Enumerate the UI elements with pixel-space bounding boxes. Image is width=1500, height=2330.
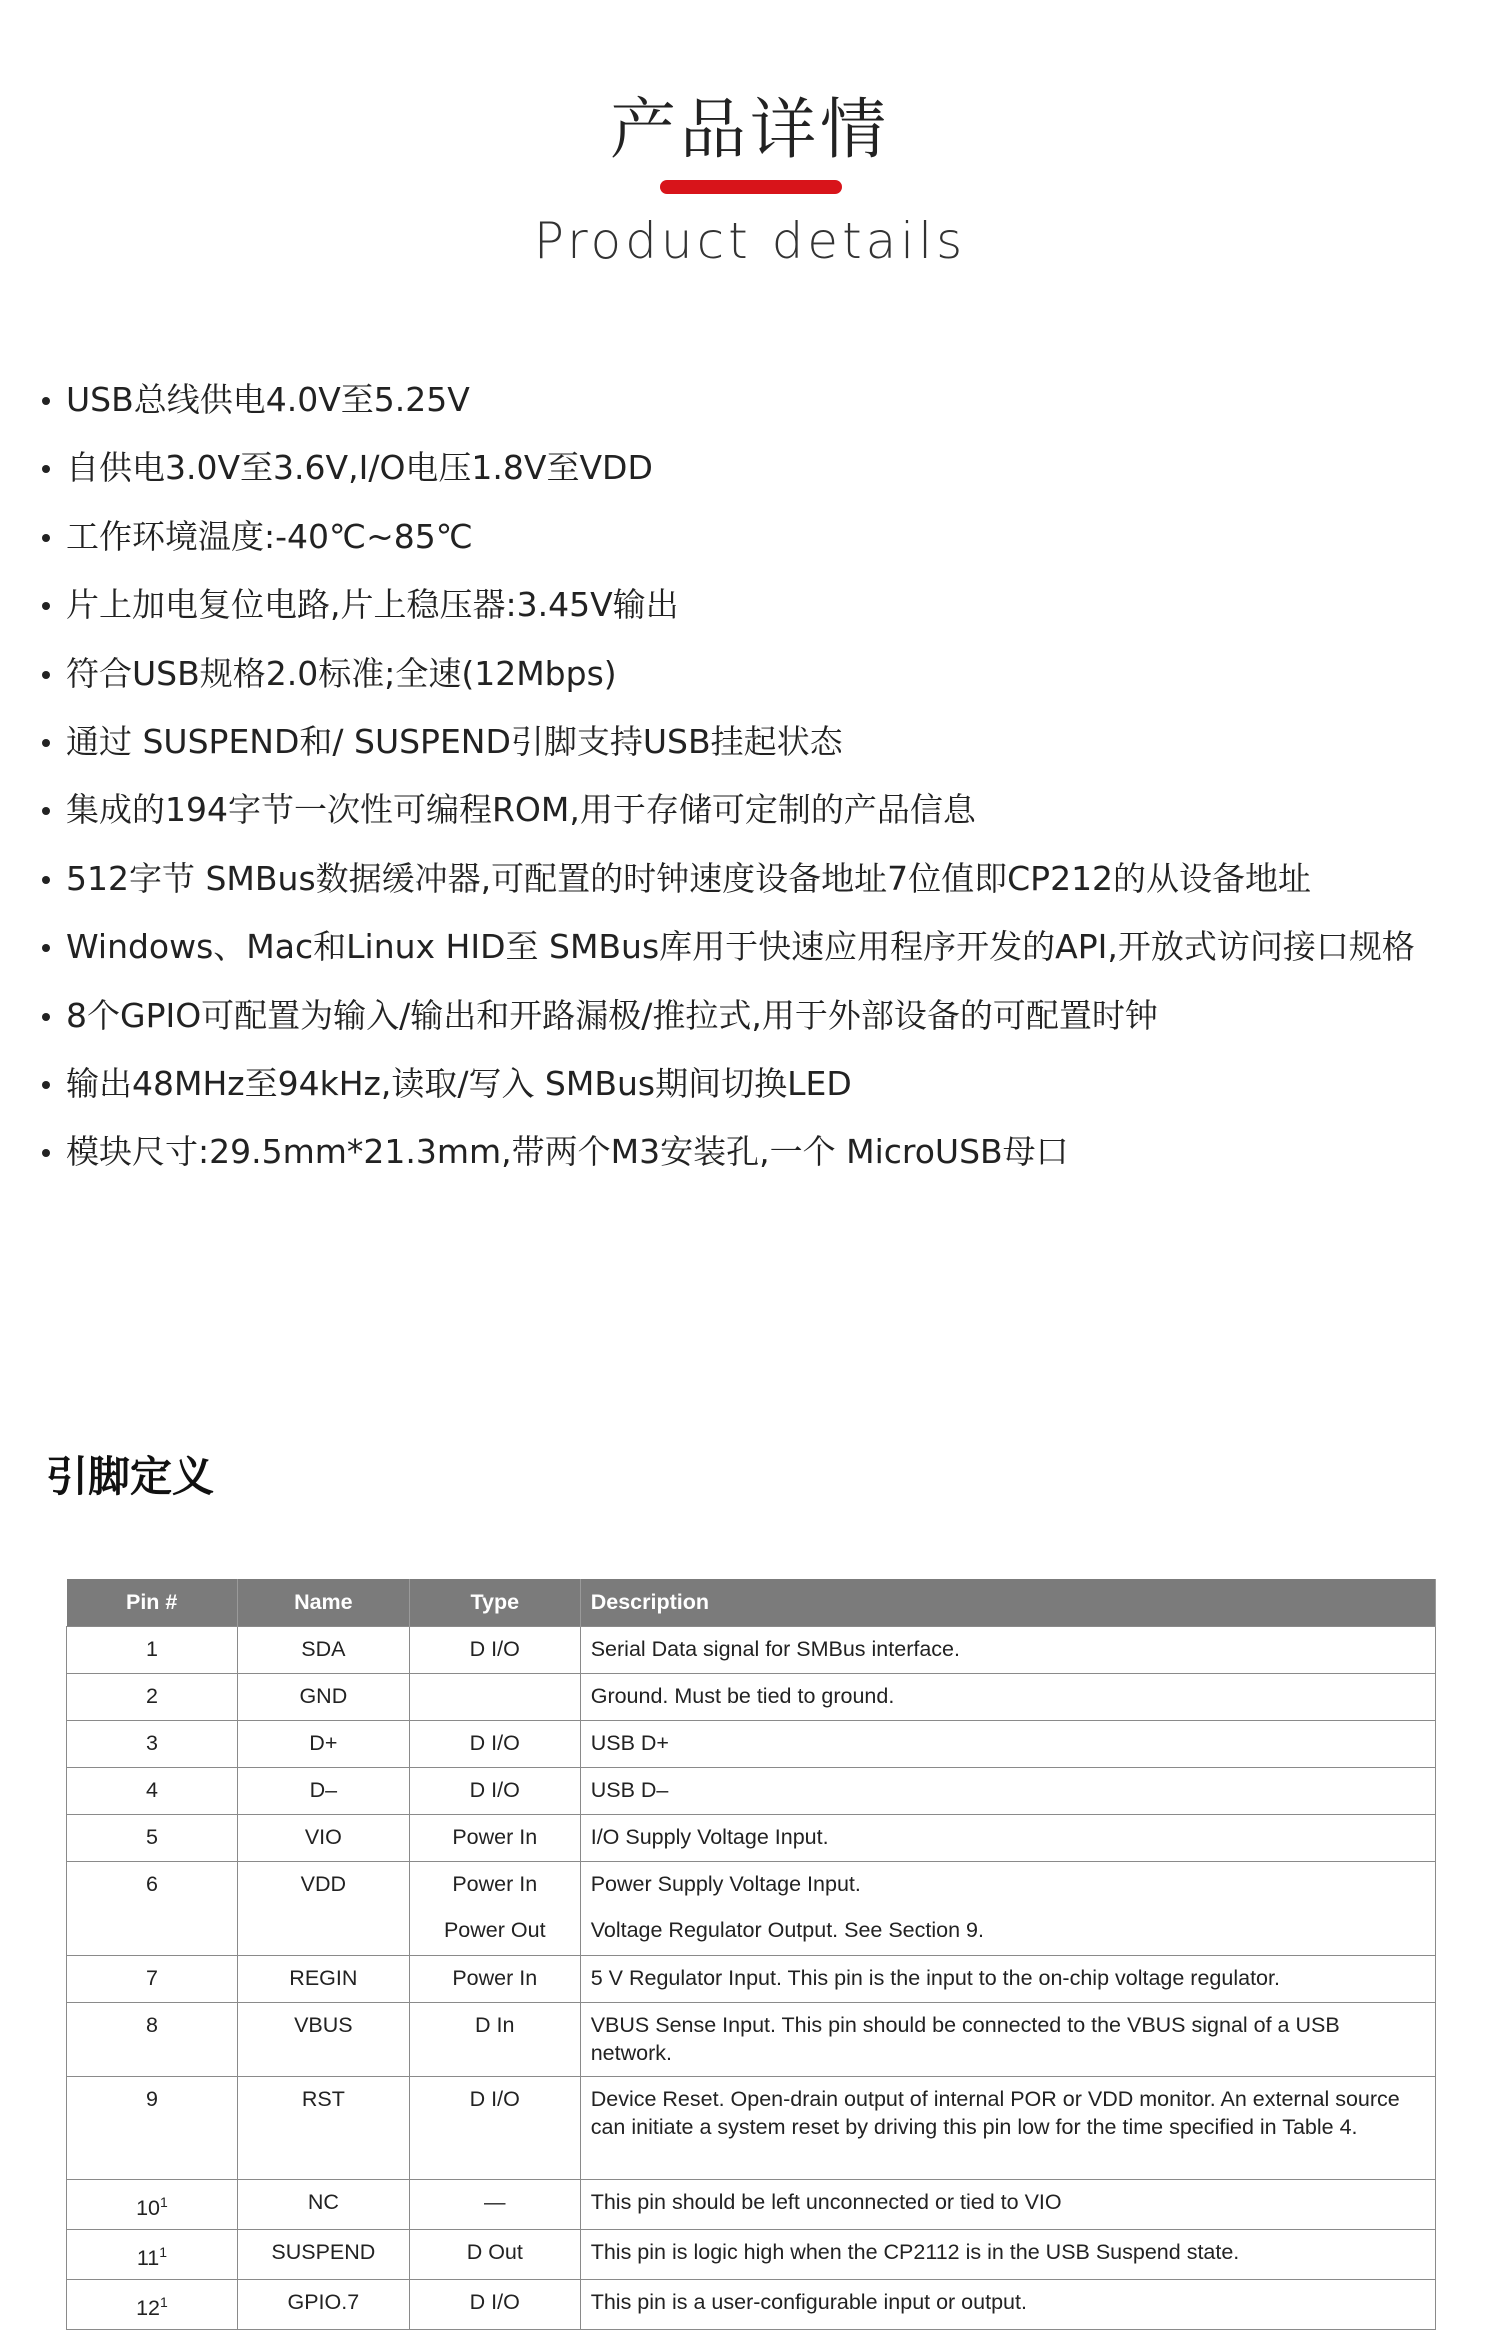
pin-number-cell xyxy=(67,2077,238,2180)
pin-name-cell-text: VDD xyxy=(300,1872,347,1896)
table-row xyxy=(67,2280,1436,2330)
pin-name-cell-text: SUSPEND xyxy=(271,2240,376,2264)
pin-number-cell xyxy=(67,2003,238,2077)
pin-type-cell xyxy=(409,2003,580,2077)
bullet-dot-icon xyxy=(42,1149,50,1157)
pin-type-cell xyxy=(409,1674,580,1721)
pin-number-cell xyxy=(67,1815,238,1862)
pin-number: 11 xyxy=(136,2246,160,2271)
pin-description-cell xyxy=(580,2077,1435,2180)
pin-description-cell xyxy=(580,2180,1435,2230)
feature-item xyxy=(34,640,1474,708)
pin-description-cell-text: This pin should be left unconnected or tied to VIO xyxy=(590,2190,1062,2214)
bullet-dot-icon xyxy=(42,739,50,747)
pin-name-cell-text: REGIN xyxy=(289,1966,358,1990)
pin-name-cell xyxy=(237,1862,409,1956)
pin-footnote-mark: 1 xyxy=(159,2244,167,2260)
pin-name-cell xyxy=(237,1956,409,2003)
pin-type-cell xyxy=(409,1862,580,1956)
pin-number-text xyxy=(77,2230,227,2272)
pin-type-cell-text: Power In xyxy=(452,1966,538,1990)
pin-name-cell-text: D– xyxy=(309,1778,338,1802)
feature-text: 自供电3.0V至3.6V,I/O电压1.8V至VDD xyxy=(66,448,653,488)
pin-type-cell-text: D I/O xyxy=(469,2290,520,2314)
pin-footnote-mark: 1 xyxy=(160,2294,168,2310)
bullet-dot-icon xyxy=(42,1013,50,1021)
feature-text: 符合USB规格2.0标准;全速(12Mbps) xyxy=(66,653,617,693)
pin-name-cell xyxy=(237,1721,409,1768)
pin-description-cell xyxy=(580,1674,1435,1721)
bullet-dot-icon xyxy=(42,807,50,815)
pin-number: 8 xyxy=(145,2013,158,2037)
pin-name-cell-text: SDA xyxy=(301,1637,346,1661)
pin-description-cell-text: This pin is logic high when the CP2112 is in the USB Suspend state. xyxy=(590,2240,1240,2264)
pin-number-text xyxy=(77,2180,227,2222)
feature-text: 集成的194字节一次性可编程ROM,用于存储可定制的产品信息 xyxy=(66,790,976,830)
pin-number-cell xyxy=(67,1956,238,2003)
feature-item xyxy=(34,1050,1474,1118)
pin-number-text xyxy=(77,1815,227,1851)
pin-description-cell-text: Serial Data signal for SMBus interface. xyxy=(590,1637,960,1661)
pin-name-cell xyxy=(237,2003,409,2077)
pin-description-cell xyxy=(580,2003,1435,2077)
pin-number-cell xyxy=(67,1768,238,1815)
pin-number-text xyxy=(77,2077,227,2113)
table-row xyxy=(67,1815,1436,1862)
pin-description-cell-text: Ground. Must be tied to ground. xyxy=(590,1684,895,1708)
header-description: Description xyxy=(580,1579,1435,1627)
pin-name-cell-text: VIO xyxy=(304,1825,342,1849)
feature-list xyxy=(34,366,1474,1187)
pin-type-cell xyxy=(409,1956,580,2003)
pin-type-cell-text: D In xyxy=(475,2013,515,2037)
bullet-dot-icon xyxy=(42,465,50,473)
feature-text: 片上加电复位电路,片上稳压器:3.45V输出 xyxy=(66,585,679,625)
pin-table xyxy=(66,1579,1436,2330)
bullet-dot-icon xyxy=(42,876,50,884)
bullet-dot-icon xyxy=(42,671,50,679)
feature-text: 8个GPIO可配置为输入/输出和开路漏极/推拉式,用于外部设备的可配置时钟 xyxy=(66,995,1158,1035)
pin-type-cell xyxy=(409,1721,580,1768)
header-type: Type xyxy=(409,1579,580,1627)
pin-type-cell xyxy=(409,1768,580,1815)
pin-name-cell xyxy=(237,2280,409,2330)
pin-type-cell-text: Power In xyxy=(452,1872,538,1896)
feature-item xyxy=(34,366,1474,434)
pin-description-cell-text: Device Reset. Open-drain output of internal POR or VDD monitor. An external source can initiate a system reset by driving this pin low for the time specified in Table 4. xyxy=(590,2087,1400,2139)
table-row xyxy=(67,2230,1436,2280)
pin-type-cell-text: D I/O xyxy=(469,1731,520,1755)
pin-description-cell-text: This pin is a user-configurable input or output. xyxy=(590,2290,1027,2314)
pin-description-cell-text: I/O Supply Voltage Input. xyxy=(590,1825,829,1849)
table-row xyxy=(67,2077,1436,2180)
feature-text: 工作环境温度:-40℃~85℃ xyxy=(66,516,473,556)
pin-number-text xyxy=(77,1862,227,1898)
page-title-en: Product details xyxy=(533,212,967,270)
pin-type-cell-text xyxy=(420,1674,570,1682)
feature-text: 通过 SUSPEND和/ SUSPEND引脚支持USB挂起状态 xyxy=(66,722,843,762)
feature-item xyxy=(34,776,1474,844)
feature-text: 输出48MHz至94kHz,读取/写入 SMBus期间切换LED xyxy=(66,1064,852,1104)
table-row xyxy=(67,1862,1436,1956)
page-title-cn: 产品详情 xyxy=(610,91,890,168)
pin-number: 5 xyxy=(145,1825,158,1849)
feature-text: 模块尺寸:29.5mm*21.3mm,带两个M3安装孔,一个 MicroUSB母口 xyxy=(66,1132,1069,1172)
pin-type-cell-text: Power Out xyxy=(443,1918,546,1942)
pin-type-cell-text: D I/O xyxy=(469,2087,520,2111)
pin-name-cell xyxy=(237,2180,409,2230)
table-row xyxy=(67,1768,1436,1815)
pin-number-text xyxy=(77,1674,227,1710)
pin-number: 9 xyxy=(145,2087,158,2111)
pin-name-cell-text: GPIO.7 xyxy=(287,2290,360,2314)
table-row xyxy=(67,1721,1436,1768)
pin-type-cell-text: D I/O xyxy=(469,1778,520,1802)
pin-name-cell-text: VBUS xyxy=(294,2013,353,2037)
pin-description-cell-text: USB D+ xyxy=(590,1731,669,1755)
pin-name-cell xyxy=(237,1815,409,1862)
bullet-dot-icon xyxy=(42,602,50,610)
pin-description-cell xyxy=(580,1768,1435,1815)
pin-number-text xyxy=(77,2003,227,2039)
pin-number: 3 xyxy=(145,1731,158,1755)
pin-type-cell-text: Power In xyxy=(452,1825,538,1849)
bullet-dot-icon xyxy=(42,534,50,542)
pin-number-cell xyxy=(67,1862,238,1956)
pin-description-cell xyxy=(580,1721,1435,1768)
table-row xyxy=(67,1956,1436,2003)
pin-number-cell xyxy=(67,2230,238,2280)
pin-name-cell-text: NC xyxy=(307,2190,339,2214)
pin-name-cell-text: RST xyxy=(301,2087,345,2111)
pin-description-cell xyxy=(580,1956,1435,2003)
feature-item xyxy=(34,982,1474,1050)
pin-number: 1 xyxy=(145,1637,158,1661)
pin-name-cell xyxy=(237,1674,409,1721)
pin-number: 2 xyxy=(145,1684,158,1708)
title-accent-bar xyxy=(660,180,842,194)
pin-type-cell-text: D I/O xyxy=(469,1637,520,1661)
pin-type-cell xyxy=(409,2180,580,2230)
pin-name-cell-text: D+ xyxy=(309,1731,338,1755)
feature-item xyxy=(34,434,1474,502)
pin-number-text xyxy=(77,2280,227,2322)
pin-number: 10 xyxy=(136,2196,160,2221)
pin-description-cell xyxy=(580,2230,1435,2280)
pin-description-cell-text: 5 V Regulator Input. This pin is the input to the on-chip voltage regulator. xyxy=(590,1966,1280,1990)
pin-type-cell xyxy=(409,1815,580,1862)
pin-type-cell xyxy=(409,2280,580,2330)
pin-number-cell xyxy=(67,1721,238,1768)
pin-number: 4 xyxy=(145,1778,158,1802)
pin-table-header-row xyxy=(67,1579,1436,1627)
pin-number-cell xyxy=(67,1627,238,1674)
bullet-dot-icon xyxy=(42,944,50,952)
pin-type-cell-text: D Out xyxy=(466,2240,523,2264)
pin-number-cell xyxy=(67,2280,238,2330)
pin-description-cell-text: USB D– xyxy=(590,1778,669,1802)
pin-number-text xyxy=(77,1956,227,1992)
feature-item xyxy=(34,708,1474,776)
pin-description-cell xyxy=(580,1862,1435,1956)
feature-item xyxy=(34,1118,1474,1186)
pin-description-cell xyxy=(580,2280,1435,2330)
table-row xyxy=(67,1674,1436,1721)
pin-type-cell xyxy=(409,2077,580,2180)
pin-description-cell-text: Power Supply Voltage Input. xyxy=(590,1872,861,1896)
header-name: Name xyxy=(237,1579,409,1627)
feature-item xyxy=(34,913,1474,981)
pin-name-cell xyxy=(237,2077,409,2180)
feature-item xyxy=(34,845,1474,913)
table-row xyxy=(67,1627,1436,1674)
pin-number-cell xyxy=(67,1674,238,1721)
pin-name-cell xyxy=(237,1627,409,1674)
table-row xyxy=(67,2180,1436,2230)
bullet-dot-icon xyxy=(42,397,50,405)
pin-number-cell xyxy=(67,2180,238,2230)
pin-description-cell-text: VBUS Sense Input. This pin should be connected to the VBUS signal of a USB network. xyxy=(590,2013,1340,2065)
bullet-dot-icon xyxy=(42,1081,50,1089)
pin-description-cell-text: Voltage Regulator Output. See Section 9. xyxy=(590,1918,984,1942)
pin-description-cell xyxy=(580,1627,1435,1674)
pin-number-text xyxy=(77,1721,227,1757)
pin-number: 7 xyxy=(145,1966,158,1990)
pin-number-text xyxy=(77,1768,227,1804)
feature-item xyxy=(34,571,1474,639)
pin-name-cell-text: GND xyxy=(299,1684,348,1708)
pin-number-text xyxy=(77,1627,227,1663)
pin-name-cell xyxy=(237,2230,409,2280)
feature-text: Windows、Mac和Linux HID至 SMBus库用于快速应用程序开发的API,开放式访问接口规格 xyxy=(66,927,1415,967)
section-title-pin-definition: 引脚定义 xyxy=(46,1452,215,1501)
pin-description-cell xyxy=(580,1815,1435,1862)
feature-text: USB总线供电4.0V至5.25V xyxy=(66,380,470,419)
pin-footnote-mark: 1 xyxy=(160,2194,168,2210)
pin-number: 12 xyxy=(136,2296,160,2321)
pin-number: 6 xyxy=(145,1872,158,1896)
pin-type-cell-text: — xyxy=(484,2190,506,2214)
pin-type-cell xyxy=(409,2230,580,2280)
header-pin: Pin # xyxy=(67,1579,238,1627)
table-row xyxy=(67,2003,1436,2077)
pin-name-cell xyxy=(237,1768,409,1815)
feature-text: 512字节 SMBus数据缓冲器,可配置的时钟速度设备地址7位值即CP212的从设备地址 xyxy=(66,858,1312,898)
pin-type-cell xyxy=(409,1627,580,1674)
feature-item xyxy=(34,503,1474,571)
